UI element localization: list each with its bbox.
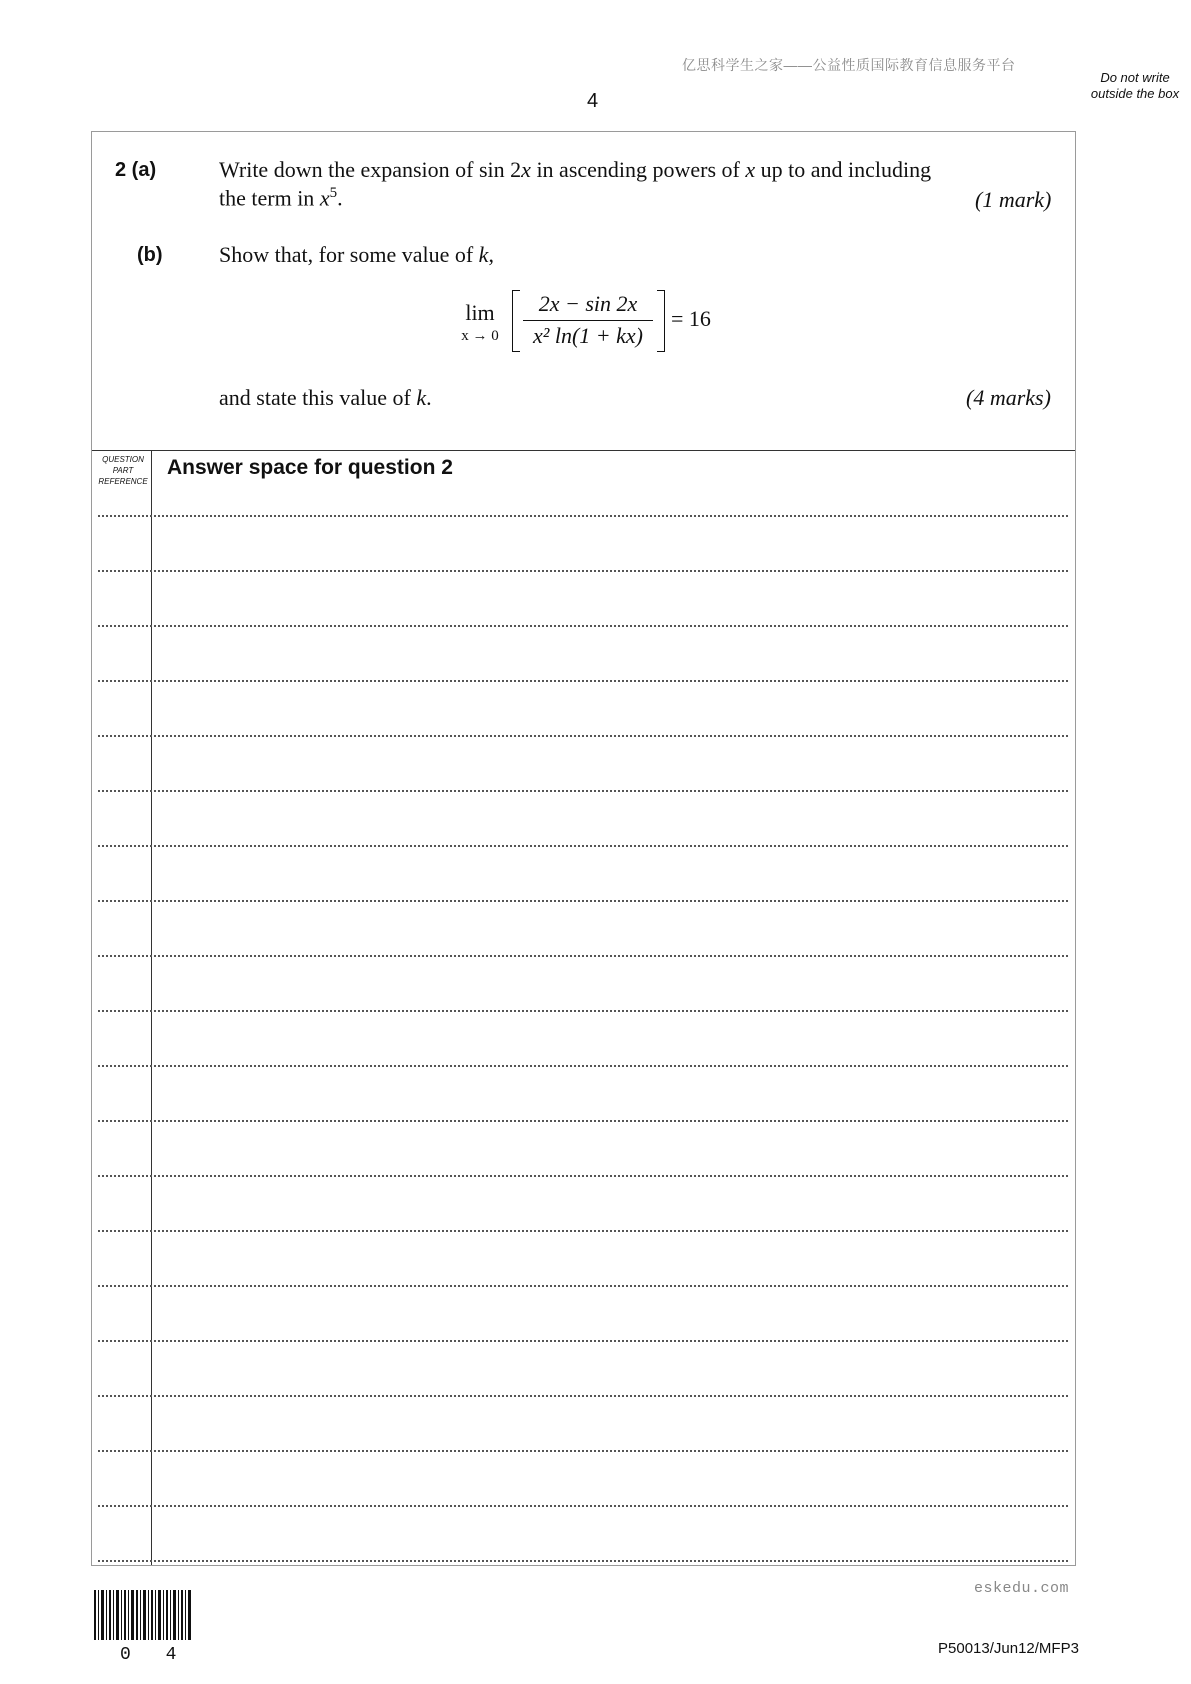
answer-line[interactable] xyxy=(98,1340,1068,1342)
answer-line[interactable] xyxy=(98,1450,1068,1452)
marks-2a: (1 mark) xyxy=(975,187,1052,212)
answer-line[interactable] xyxy=(98,845,1068,847)
answer-line[interactable] xyxy=(98,790,1068,792)
answer-line[interactable] xyxy=(98,1285,1068,1287)
answer-line[interactable] xyxy=(98,900,1068,902)
text-segment: the term in xyxy=(219,185,320,211)
variable-x: x xyxy=(521,157,531,182)
lim-word: lim xyxy=(465,300,495,325)
lim-subscript: x → 0 xyxy=(461,328,499,344)
text-segment: in ascending powers of xyxy=(530,157,746,182)
exponent: 5 xyxy=(329,185,338,201)
watermark-text: 亿思科学生之家——公益性质国际教育信息服务平台 xyxy=(682,57,1016,73)
variable-k: k xyxy=(478,242,489,267)
question-2a-line2 xyxy=(219,185,343,211)
text-segment: and state this value of xyxy=(219,385,417,410)
answer-top-rule xyxy=(92,450,1075,451)
site-watermark: eskedu.com xyxy=(974,1580,1070,1597)
question-part-reference-label: QUESTION PART REFERENCE xyxy=(98,455,148,486)
answer-line[interactable] xyxy=(98,1120,1068,1122)
marks-2b: (4 marks) xyxy=(966,385,1051,410)
text-segment: . xyxy=(337,185,343,211)
answer-line[interactable] xyxy=(98,680,1068,682)
answer-line[interactable] xyxy=(98,1505,1068,1507)
question-number-2b: (b) xyxy=(137,244,163,266)
answer-line[interactable] xyxy=(98,1065,1068,1067)
answer-box[interactable] xyxy=(91,450,1076,1566)
question-number-2a: 2 (a) xyxy=(115,159,157,181)
barcode-number: 0 4 xyxy=(120,1645,189,1665)
question-2a-line1 xyxy=(219,157,931,183)
variable-x: x xyxy=(745,157,756,182)
answer-line[interactable] xyxy=(98,735,1068,737)
answer-line[interactable] xyxy=(98,955,1068,957)
right-bracket xyxy=(657,290,665,352)
text-segment: . xyxy=(426,385,432,410)
answer-line[interactable] xyxy=(98,570,1068,572)
question-2b-closing xyxy=(219,385,432,411)
answer-line[interactable] xyxy=(98,1175,1068,1177)
fraction-denominator: x² ln(1 + kx) xyxy=(533,323,643,348)
variable-x: x xyxy=(319,185,330,211)
text-segment: up to and including xyxy=(755,157,932,182)
text-segment: Write down the expansion of sin 2 xyxy=(219,157,522,182)
answer-line[interactable] xyxy=(98,515,1068,517)
reference-column-divider xyxy=(151,451,152,1565)
variable-k: k xyxy=(416,385,427,410)
limit-operator xyxy=(457,300,503,345)
text-segment: , xyxy=(488,242,494,267)
question-2b-intro xyxy=(219,242,494,268)
answer-line[interactable] xyxy=(98,1395,1068,1397)
text-segment: Show that, for some value of xyxy=(219,242,479,267)
fraction-numerator: 2x − sin 2x xyxy=(538,291,638,316)
answer-space-title: Answer space for question 2 xyxy=(167,456,453,479)
fraction xyxy=(523,290,653,351)
page-number: 4 xyxy=(587,90,599,112)
answer-line[interactable] xyxy=(98,625,1068,627)
barcode-icon xyxy=(94,1590,194,1640)
margin-note: Do not write outside the box xyxy=(1090,70,1180,101)
left-bracket xyxy=(512,290,520,352)
equals-value: = 16 xyxy=(671,306,711,331)
answer-line[interactable] xyxy=(98,1010,1068,1012)
answer-line[interactable] xyxy=(98,1560,1068,1562)
paper-code: P50013/Jun12/MFP3 xyxy=(938,1640,1079,1657)
answer-line[interactable] xyxy=(98,1230,1068,1232)
